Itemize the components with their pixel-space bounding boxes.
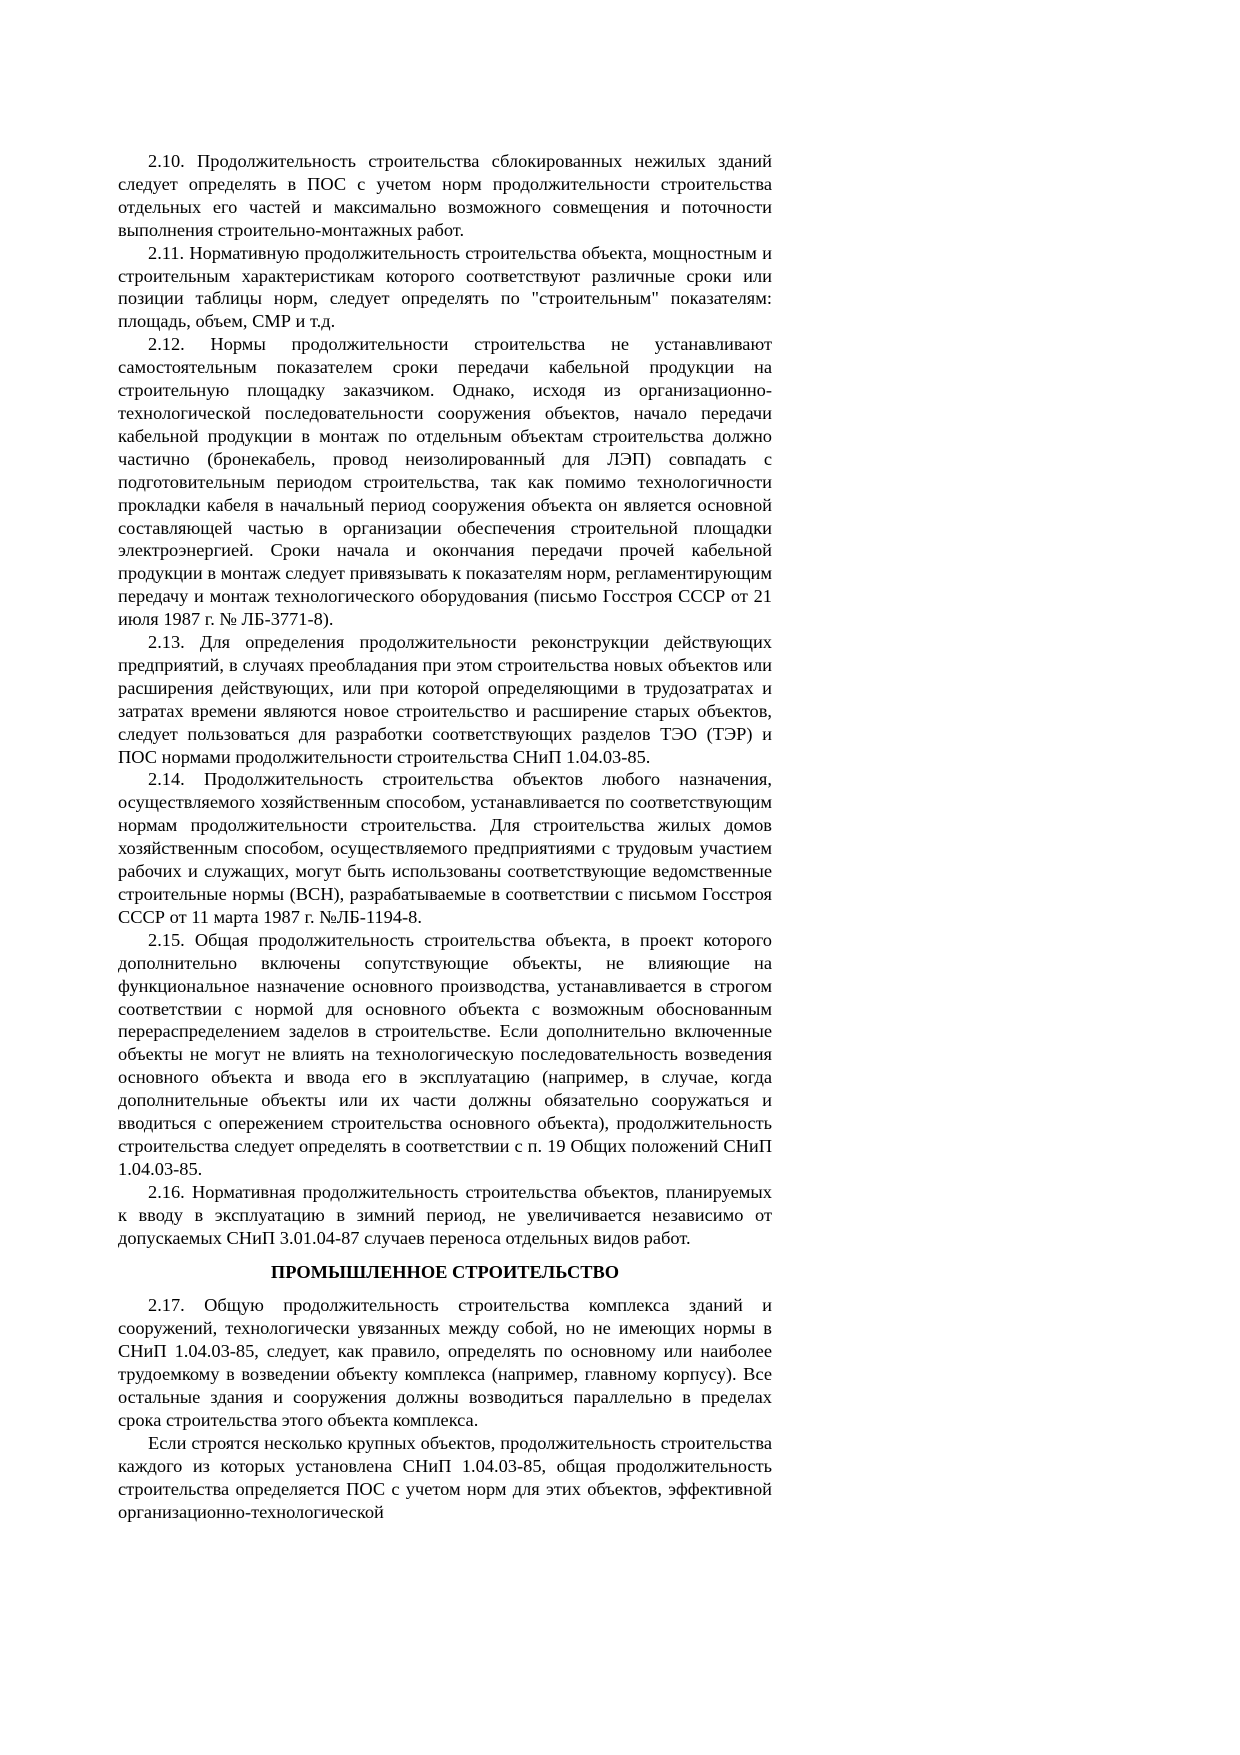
paragraph-2-16: 2.16. Нормативная продолжительность строительства объектов, планируемых к вводу в эксплуатацию в зимний период, не увеличивается независимо от допускаемых СНиП 3.01.04-87 случаев переноса отдельных видов работ. [118, 1181, 772, 1248]
paragraph-2-17: 2.17. Общую продолжительность строительства комплекса зданий и сооружений, технологически увязанных между собой, но не имеющих нормы в СНиП 1.04.03-85, следует, как правило, определять по основному или наиболее трудоемкому в возведении объекту комплекса (например, главному корпусу). Все остальные здания и сооружения должны возводиться параллельно в пределах срока строительства этого объекта комплекса. [118, 1295, 772, 1430]
document-page [118, 150, 772, 1523]
paragraph-continued: Если строятся несколько крупных объектов, продолжительность строительства каждого из которых установлена СНиП 1.04.03-85, общая продолжительность строительства определяется ПОС с учетом норм для этих объектов, эффективной организационно-технологической [118, 1432, 772, 1522]
paragraph-2-12: 2.12. Нормы продолжительности строительства не устанавливают самостоятельным показателем сроки передачи кабельной продукции на строительную площадку заказчиком. Однако, исходя из организационно-технологической последовательности сооружения объектов, начало передачи кабельной продукции в монтаж по отдельным объектам строительства должно частично (бронекабель, провод неизолированный для ЛЭП) совпадать с подготовительным периодом строительства, так как помимо технологичности прокладки кабеля в начальный период сооружения объекта он является основной составляющей частью в организации обеспечения строительной площадки электроэнергией. Сроки начала и окончания передачи прочей кабельной продукции в монтаж следует привязывать к показателям норм, регламентирующим передачу и монтаж технологического оборудования (письмо Госстроя СССР от 21 июля 1987 г. № ЛБ-3771-8). [118, 334, 772, 630]
paragraph-2-15: 2.15. Общая продолжительность строительства объекта, в проект которого дополнительно включены сопутствующие объекты, не влияющие на функциональное назначение основного производства, устанавливается в строгом соответствии с нормой для основного объекта с возможным обоснованным перераспределением заделов в строительстве. Если дополнительно включенные объекты не могут не влиять на технологическую последовательность возведения основного объекта и ввода его в эксплуатацию (например, в случае, когда дополнительные объекты или их части должны обязательно сооружаться и вводиться с опережением строительства основного объекта), продолжительность строительства следует определять в соответствии с п. 19 Общих положений СНиП 1.04.03-85. [118, 929, 772, 1179]
paragraph-2-13: 2.13. Для определения продолжительности реконструкции действующих предприятий, в случаях преобладания при этом строительства новых объектов или расширения действующих, или при которой определяющими в трудозатратах и затратах времени являются новое строительство и расширение старых объектов, следует пользоваться для разработки соответствующих разделов ТЭО (ТЭР) и ПОС нормами продолжительности строительства СНиП 1.04.03-85. [118, 632, 772, 767]
paragraph-2-10: 2.10. Продолжительность строительства сблокированных нежилых зданий следует определять в ПОС с учетом норм продолжительности строительства отдельных его частей и максимально возможного совмещения и поточности выполнения строительно-монтажных работ. [118, 151, 772, 240]
paragraph-2-11: 2.11. Нормативную продолжительность строительства объекта, мощностным и строительным характеристикам которого соответствуют различные сроки или позиции таблицы норм, следует определять по "строительным" показателям: площадь, объем, СМР и т.д. [118, 242, 772, 332]
paragraph-2-14: 2.14. Продолжительность строительства объектов любого назначения, осуществляемого хозяйственным способом, устанавливается по соответствующим нормам продолжительности строительства. Для строительства жилых домов хозяйственным способом, осуществляемого предприятиями с трудовым участием рабочих и служащих, могут быть использованы соответствующие ведомственные строительные нормы (ВСН), разрабатываемые в соответствии с письмом Госстроя СССР от 11 марта 1987 г. №ЛБ-1194-8. [118, 769, 772, 927]
section-heading: ПРОМЫШЛЕННОЕ СТРОИТЕЛЬСТВО [270, 1261, 620, 1282]
